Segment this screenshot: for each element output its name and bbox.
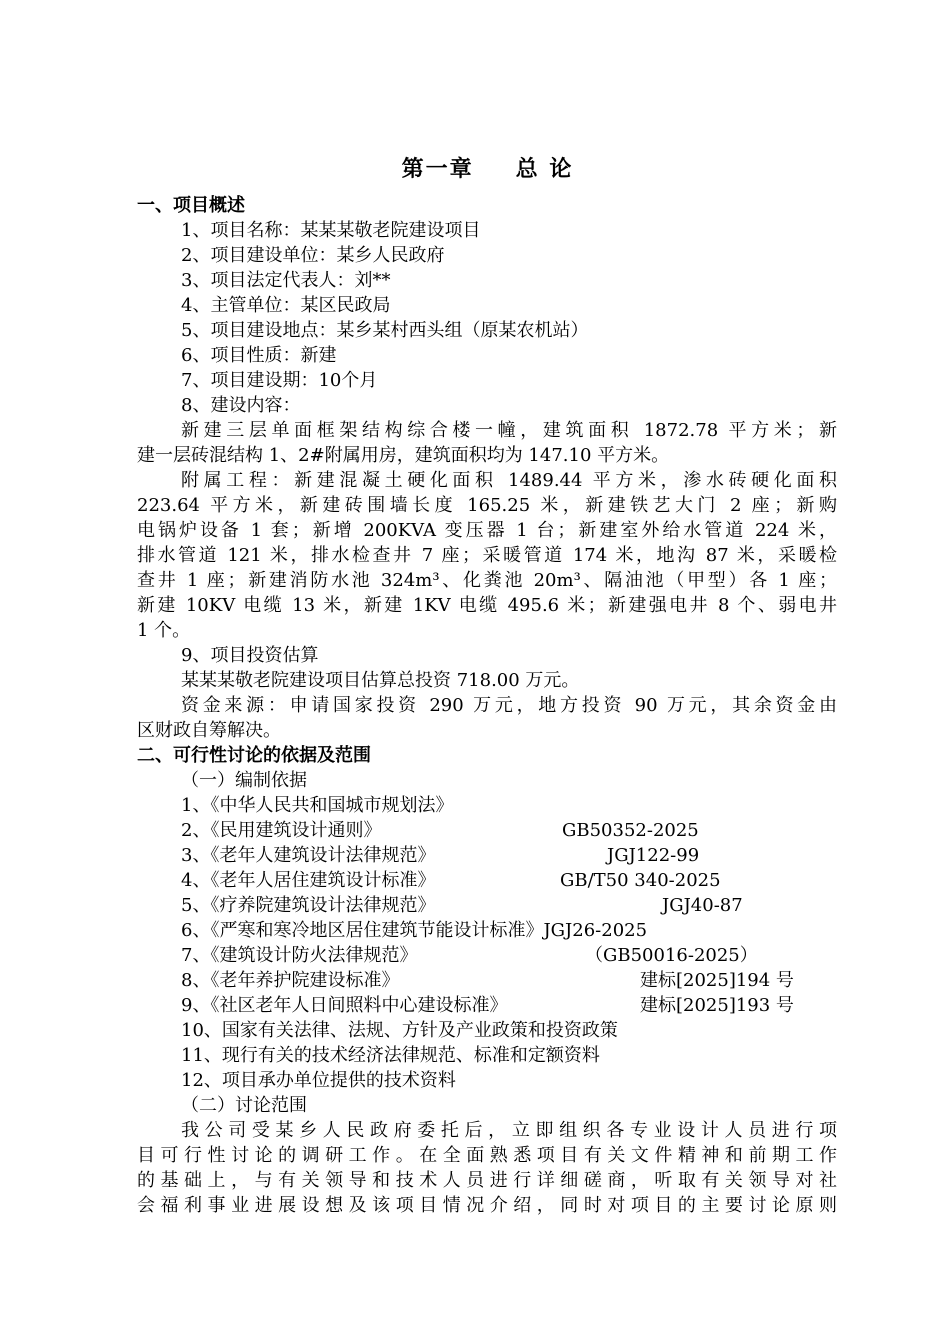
scope-paragraph-line: 会福利事业进展设想及该项目情况介绍，同时对项目的主要讨论原则 xyxy=(137,1195,837,1216)
overview-item: 3、项目法定代表人：刘** xyxy=(181,270,391,291)
reference-item xyxy=(137,918,837,943)
overview-item: 2、项目建设单位：某乡人民政府 xyxy=(181,245,445,266)
subsection-heading-scope: （二）讨论范围 xyxy=(181,1095,307,1116)
construction-paragraph-line: 建一层砖混结构 1、2#附属用房，建筑面积均为 147.10 平方米。 xyxy=(137,445,670,466)
overview-item: 6、项目性质：新建 xyxy=(181,345,337,366)
reference-code: （GB50016-2025） xyxy=(585,945,758,966)
reference-item xyxy=(137,1043,837,1068)
reference-item xyxy=(137,818,837,843)
scope-paragraph-line: 的基础上，与有关领导和技术人员进行详细磋商，听取有关领导对社 xyxy=(137,1170,837,1191)
section-heading-overview: 一、项目概述 xyxy=(137,195,245,216)
subsection-heading-basis: （一）编制依据 xyxy=(181,770,307,791)
investment-text: 某某某敬老院建设项目估算总投资 718.00 万元。 xyxy=(181,670,580,691)
scope-paragraph-line: 我公司受某乡人民政府委托后，立即组织各专业设计人员进行项 xyxy=(181,1120,837,1141)
reference-name: 11、现行有关的技术经济法律规范、标准和定额资料 xyxy=(181,1045,600,1066)
reference-item xyxy=(137,793,837,818)
funding-source-line: 资金来源：申请国家投资 290 万元，地方投资 90 万元，其余资金由 xyxy=(181,695,837,716)
reference-item xyxy=(137,1068,837,1093)
overview-item: 4、主管单位：某区民政局 xyxy=(181,295,391,316)
overview-item: 5、项目建设地点：某乡某村西头组（原某农机站） xyxy=(181,320,589,341)
reference-name: 8、《老年养护院建设标准》 xyxy=(181,970,400,991)
ancillary-paragraph-line: 查井 1 座；新建消防水池 324m³、化粪池 20m³、隔油池（甲型）各 1 座； xyxy=(137,570,837,591)
section-heading-basis: 二、可行性讨论的依据及范围 xyxy=(137,745,371,766)
reference-code: 建标[2025]193 号 xyxy=(640,995,794,1016)
ancillary-paragraph-line: 附属工程：新建混凝土硬化面积 1489.44 平方米，渗水砖硬化面积 xyxy=(181,470,837,491)
funding-source-line: 区财政自筹解决。 xyxy=(137,720,281,741)
reference-item xyxy=(137,893,837,918)
reference-code: JGJ40-87 xyxy=(662,895,743,916)
reference-name: 2、《民用建筑设计通则》 xyxy=(181,820,382,841)
reference-name: 10、国家有关法律、法规、方针及产业政策和投资政策 xyxy=(181,1020,618,1041)
reference-name: 1、《中华人民共和国城市规划法》 xyxy=(181,795,454,816)
ancillary-paragraph-line: 电锅炉设备 1 套；新增 200KVA 变压器 1 台；新建室外给水管道 224 米， xyxy=(137,520,837,541)
document-body xyxy=(137,193,837,1218)
reference-name: 4、《老年人居住建筑设计标准》 xyxy=(181,870,436,891)
overview-item: 1、项目名称：某某某敬老院建设项目 xyxy=(181,220,481,241)
reference-name: 7、《建筑设计防火法律规范》 xyxy=(181,945,418,966)
chapter-name: 总 论 xyxy=(515,157,574,182)
reference-code: GB/T50 340-2025 xyxy=(560,870,721,891)
ancillary-paragraph-line: 新建 10KV 电缆 13 米，新建 1KV 电缆 495.6 米；新建强电井 8 个、弱电井 xyxy=(137,595,837,616)
reference-item xyxy=(137,868,837,893)
reference-item xyxy=(137,1018,837,1043)
ancillary-paragraph-line: 223.64 平方米，新建砖围墙长度 165.25 米，新建铁艺大门 2 座；新购 xyxy=(137,495,837,516)
reference-name: 6、《严寒和寒冷地区居住建筑节能设计标准》 xyxy=(181,920,544,941)
overview-item: 9、项目投资估算 xyxy=(181,645,319,666)
reference-name: 3、《老年人建筑设计法律规范》 xyxy=(181,845,436,866)
chapter-title xyxy=(0,152,950,183)
scope-paragraph-line: 目可行性讨论的调研工作。在全面熟悉项目有关文件精神和前期工作 xyxy=(137,1145,837,1166)
reference-name: 12、项目承办单位提供的技术资料 xyxy=(181,1070,456,1091)
reference-code: JGJ26-2025 xyxy=(543,920,648,941)
reference-code: JGJ122-99 xyxy=(607,845,700,866)
ancillary-paragraph-line: 排水管道 121 米，排水检查井 7 座；采暖管道 174 米，地沟 87 米，采暖检 xyxy=(137,545,837,566)
reference-code: 建标[2025]194 号 xyxy=(640,970,794,991)
reference-name: 5、《疗养院建筑设计法律规范》 xyxy=(181,895,436,916)
reference-item xyxy=(137,993,837,1018)
overview-item: 8、建设内容： xyxy=(181,395,301,416)
construction-paragraph-line: 新建三层单面框架结构综合楼一幢，建筑面积 1872.78 平方米；新 xyxy=(181,420,837,441)
reference-item xyxy=(137,968,837,993)
reference-item xyxy=(137,943,837,968)
reference-name: 9、《社区老年人日间照料中心建设标准》 xyxy=(181,995,508,1016)
reference-item xyxy=(137,843,837,868)
chapter-number: 第一章 xyxy=(401,157,474,182)
reference-code: GB50352-2025 xyxy=(562,820,699,841)
ancillary-paragraph-line: 1 个。 xyxy=(137,620,191,641)
overview-item: 7、项目建设期：10个月 xyxy=(181,370,378,391)
